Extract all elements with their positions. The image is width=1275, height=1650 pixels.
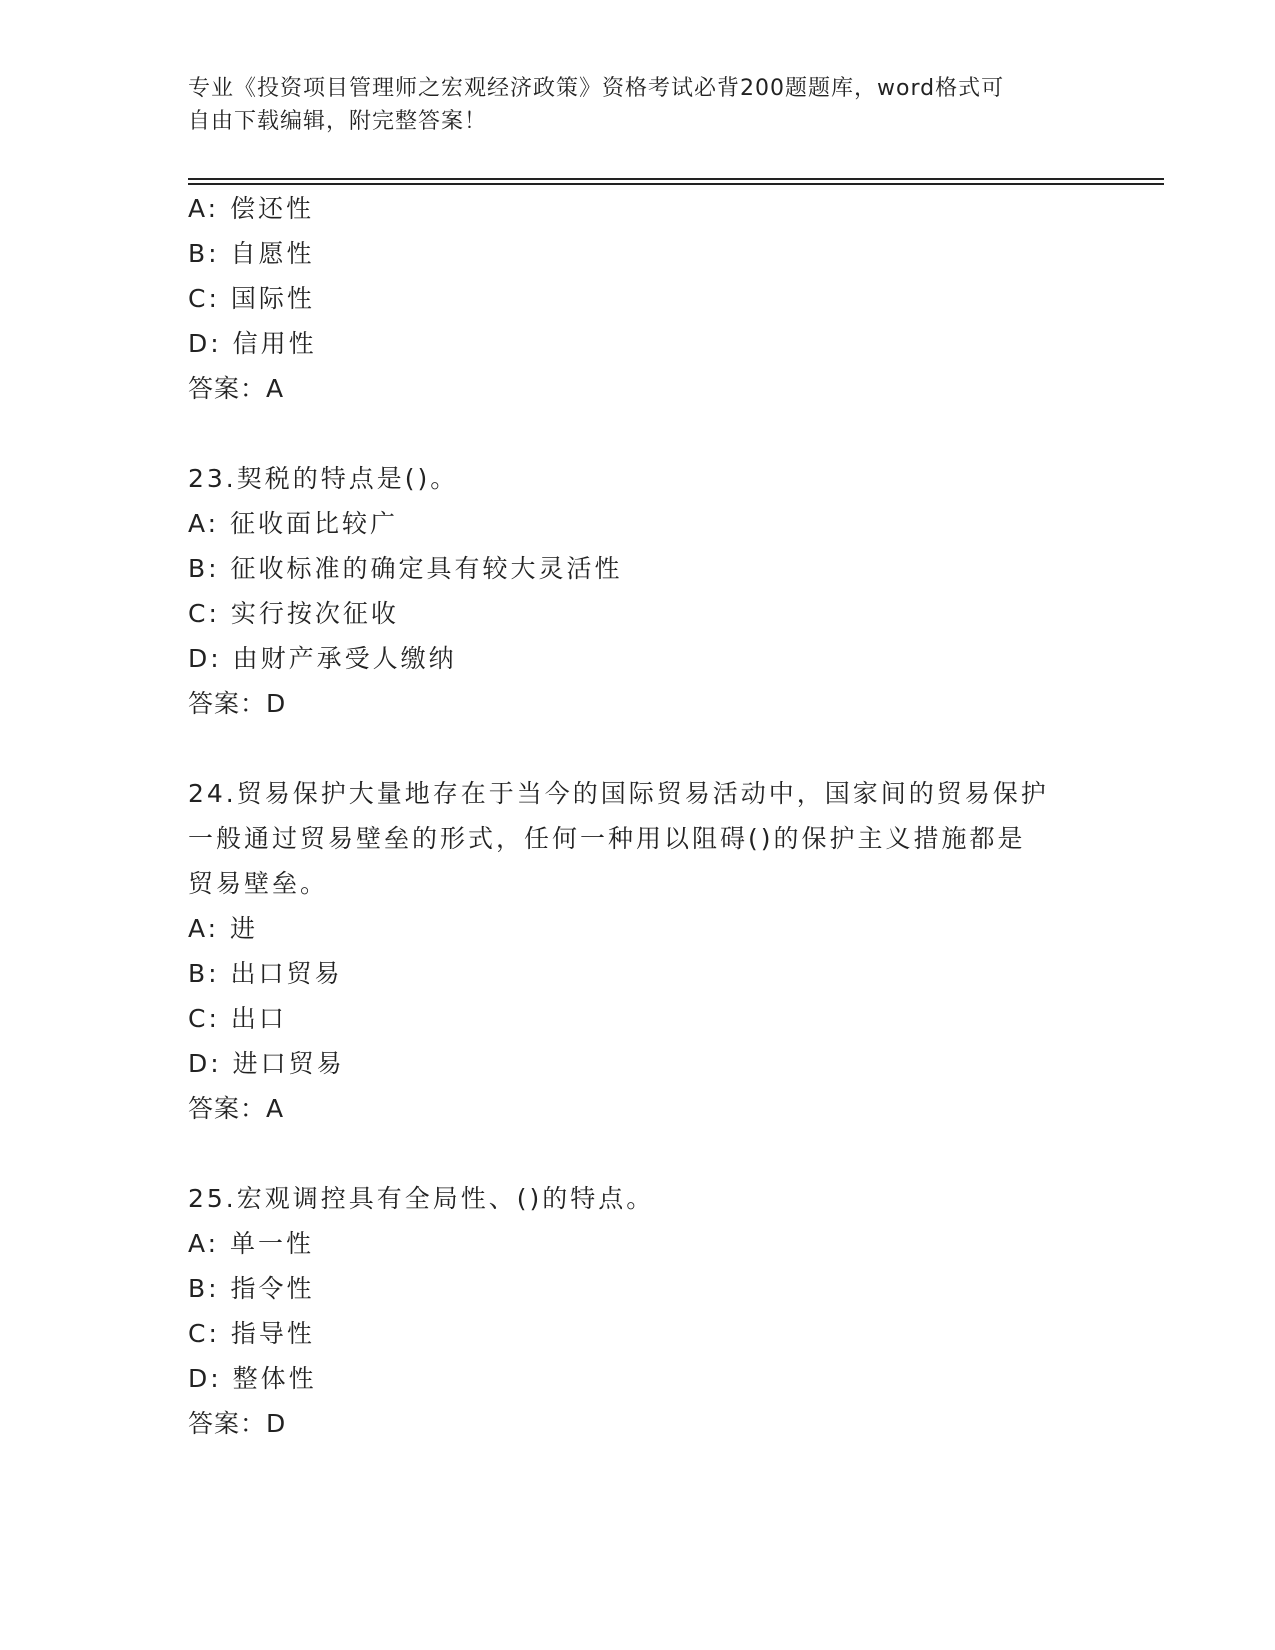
q25-stem: 25.宏观调控具有全局性、()的特点。 bbox=[188, 1184, 655, 1213]
q25-option-d: D: 整体性 bbox=[188, 1364, 317, 1393]
q22-option-c: C: 国际性 bbox=[188, 284, 315, 313]
q25-option-c: C: 指导性 bbox=[188, 1319, 315, 1348]
q24-option-b: B: 出口贸易 bbox=[188, 959, 343, 988]
q24-option-a: A: 进 bbox=[188, 914, 259, 943]
q24-option-d: D: 进口贸易 bbox=[188, 1049, 345, 1078]
q23-stem: 23.契税的特点是()。 bbox=[188, 464, 459, 493]
q23-option-c: C: 实行按次征收 bbox=[188, 599, 399, 628]
header-rule-bottom bbox=[188, 183, 1164, 185]
q23-answer: 答案：D bbox=[188, 689, 287, 718]
q24-stem-line-2: 一般通过贸易壁垒的形式，任何一种用以阻碍()的保护主义措施都是 bbox=[188, 824, 1026, 853]
q22-option-a: A: 偿还性 bbox=[188, 194, 315, 223]
q22-option-b: B: 自愿性 bbox=[188, 239, 315, 268]
q22-answer: 答案：A bbox=[188, 374, 285, 403]
q24-stem-line-3: 贸易壁垒。 bbox=[188, 869, 329, 898]
q24-stem-line-1: 24.贸易保护大量地存在于当今的国际贸易活动中，国家间的贸易保护 bbox=[188, 779, 1049, 808]
q22-option-d: D: 信用性 bbox=[188, 329, 317, 358]
q23-option-b: B: 征收标准的确定具有较大灵活性 bbox=[188, 554, 623, 583]
q24-option-c: C: 出口 bbox=[188, 1004, 287, 1033]
q23-option-d: D: 由财产承受人缴纳 bbox=[188, 644, 457, 673]
header-rule-top bbox=[188, 178, 1164, 180]
q25-option-b: B: 指令性 bbox=[188, 1274, 315, 1303]
q24-answer: 答案：A bbox=[188, 1094, 285, 1123]
q25-answer: 答案：D bbox=[188, 1409, 287, 1438]
q25-option-a: A: 单一性 bbox=[188, 1229, 315, 1258]
header-line-1: 专业《投资项目管理师之宏观经济政策》资格考试必背200题题库，word格式可 bbox=[188, 76, 1005, 101]
document-header bbox=[188, 72, 1088, 138]
q23-option-a: A: 征收面比较广 bbox=[188, 509, 399, 538]
header-line-2: 自由下载编辑，附完整答案！ bbox=[188, 109, 488, 134]
